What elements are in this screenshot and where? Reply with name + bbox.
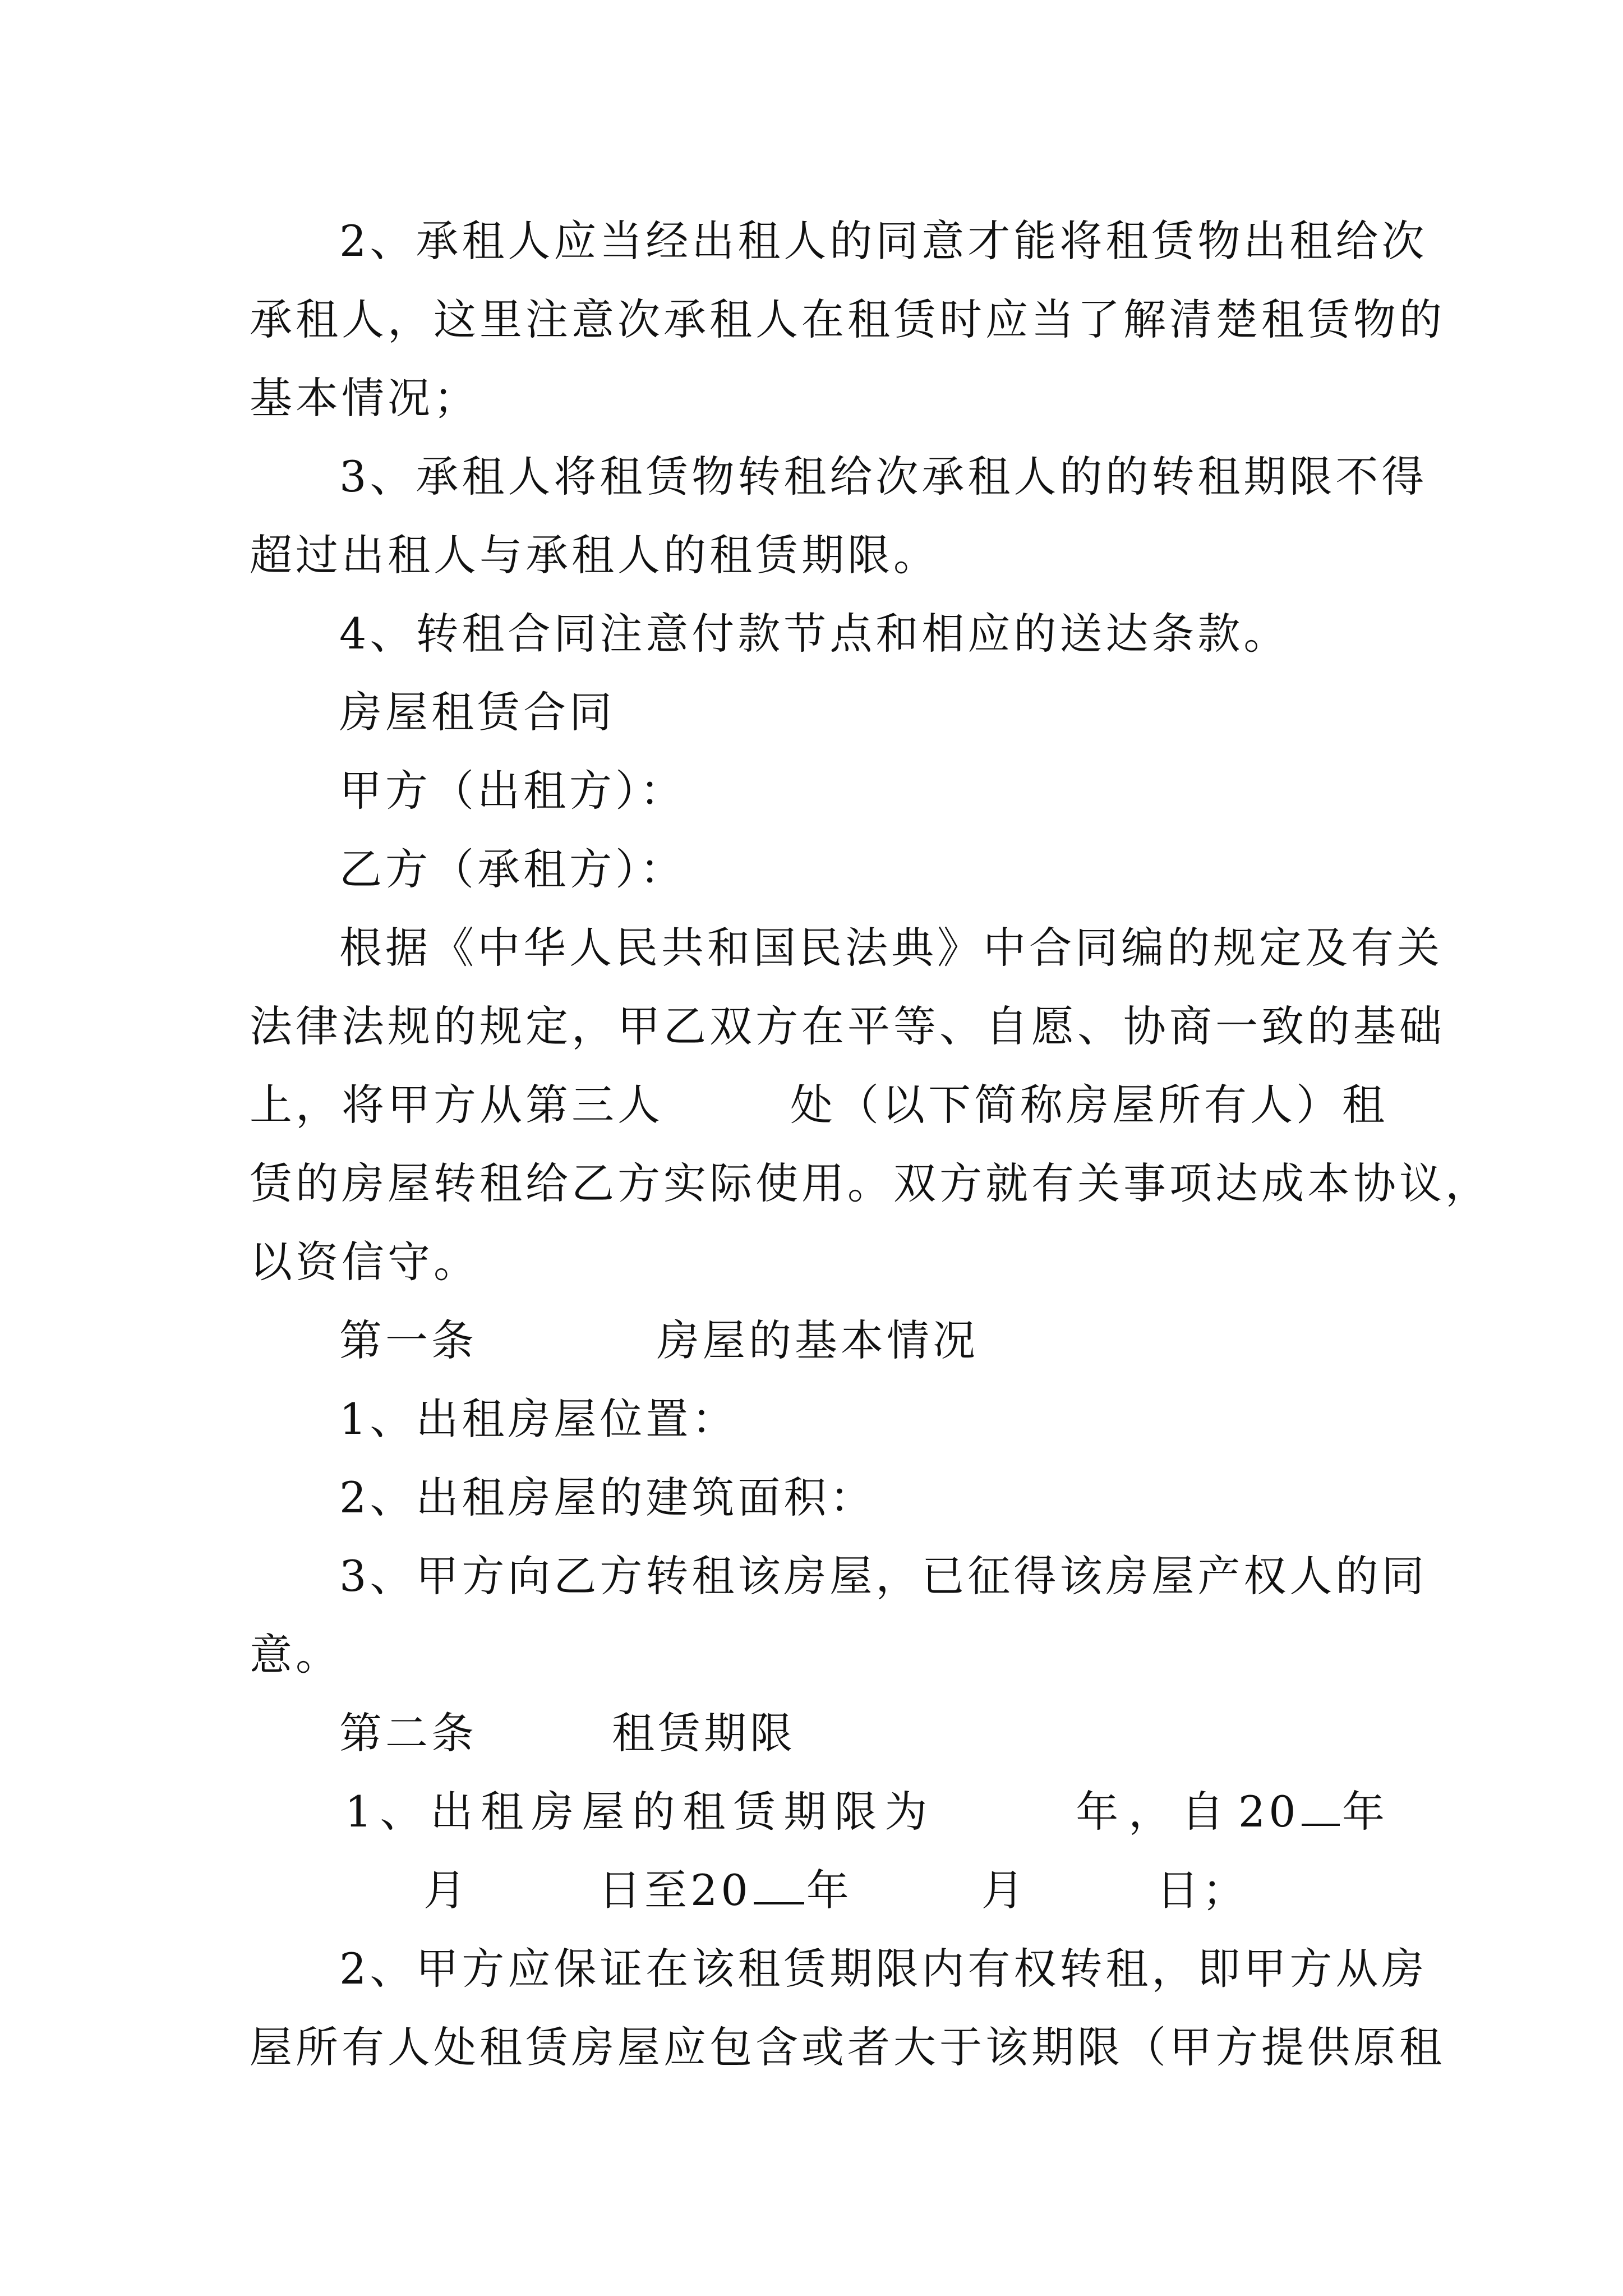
text: 4、转租合同注意付款节点和相应的送达条款。 — [339, 609, 1290, 659]
article-1-item-3-line-1 — [250, 1537, 1428, 1616]
text: 日至 — [598, 1865, 690, 1915]
intro-line-1 — [250, 909, 1443, 987]
text: 法律法规的规定，甲乙双方在平等、自愿、协商一致的基础 — [250, 1001, 1445, 1051]
fill-in-blank — [754, 1897, 804, 1904]
party-a-line — [250, 752, 1388, 830]
paragraph-sublease-term-line-1 — [250, 438, 1428, 516]
article-label: 第一条 — [339, 1315, 477, 1365]
article-title: 租赁期限 — [612, 1708, 796, 1758]
text: 2、甲方应保证在该租赁期限内有权转租，即甲方从房 — [339, 1944, 1428, 1994]
paragraph-payment-note — [250, 595, 1388, 673]
party-b-line — [250, 830, 1388, 909]
text: 意。 — [250, 1630, 342, 1680]
text: 甲方（出租方）： — [339, 766, 686, 816]
text: 2、出租房屋的建筑面积： — [339, 1473, 876, 1522]
text: 处（以下简称房屋所有人）租 — [790, 1080, 1388, 1130]
text: 承租人，这里注意次承租人在租赁时应当了解清楚租赁物的 — [250, 295, 1445, 344]
text: 基本情况； — [250, 373, 479, 423]
text: 月 — [981, 1865, 1027, 1915]
article-2-item-1-line-2 — [250, 1851, 1388, 1930]
text: 1、出租房屋位置： — [339, 1394, 738, 1444]
text: 根据《中华人民共和国民法典》中合同编的规定及有关 — [339, 923, 1443, 973]
article-2-item-2-line-2 — [250, 2008, 1445, 2087]
text: 3、甲方向乙方转租该房屋，已征得该房屋产权人的同 — [339, 1551, 1428, 1601]
article-2-heading — [250, 1694, 1388, 1773]
document-body — [250, 202, 1491, 2087]
article-2-item-1-line-1 — [250, 1773, 1388, 1851]
article-1-item-3-line-2 — [250, 1616, 1388, 1694]
text: 2、承租人应当经出租人的同意才能将租赁物出租给次 — [339, 216, 1428, 266]
article-label: 第二条 — [339, 1708, 477, 1758]
article-2-item-2-line-1 — [250, 1930, 1428, 2008]
text: 乙方（承租方）： — [339, 844, 686, 894]
paragraph-sublease-consent-line-3 — [250, 359, 1388, 438]
article-1-item-2 — [250, 1458, 1388, 1537]
text: 20 — [690, 1865, 751, 1915]
article-1-item-1 — [250, 1380, 1388, 1458]
text: 超过出租人与承租人的租赁期限。 — [250, 530, 939, 580]
text: 屋所有人处租赁房屋应包含或者大于该期限（甲方提供原租 — [250, 2022, 1445, 2072]
text: 年，自 — [1076, 1787, 1234, 1837]
intro-line-5 — [250, 1223, 1388, 1301]
intro-line-4 — [250, 1144, 1491, 1223]
text: 1、出租房屋的租赁期限为 — [345, 1787, 935, 1837]
text: 月 — [423, 1865, 469, 1915]
text: 20 — [1238, 1787, 1299, 1837]
fill-in-blank — [1302, 1818, 1340, 1826]
intro-line-3 — [250, 1066, 1388, 1144]
paragraph-sublease-term-line-2 — [250, 516, 1388, 595]
text: 赁的房屋转租给乙方实际使用。双方就有关事项达成本协议， — [250, 1158, 1491, 1208]
paragraph-sublease-consent-line-1 — [250, 202, 1428, 280]
contract-title — [250, 673, 1388, 752]
text: 年 — [806, 1865, 852, 1915]
text: 年 — [1342, 1787, 1388, 1837]
article-title: 房屋的基本情况 — [657, 1315, 979, 1365]
paragraph-sublease-consent-line-2 — [250, 280, 1445, 359]
intro-line-2 — [250, 987, 1445, 1066]
text: 上，将甲方从第三人 — [250, 1080, 663, 1130]
text: 3、承租人将租赁物转租给次承租人的的转租期限不得 — [339, 452, 1428, 501]
text: 以资信守。 — [250, 1237, 479, 1287]
article-1-heading — [250, 1301, 1388, 1380]
text: 房屋租赁合同 — [339, 687, 615, 737]
text: 日； — [1156, 1865, 1248, 1915]
